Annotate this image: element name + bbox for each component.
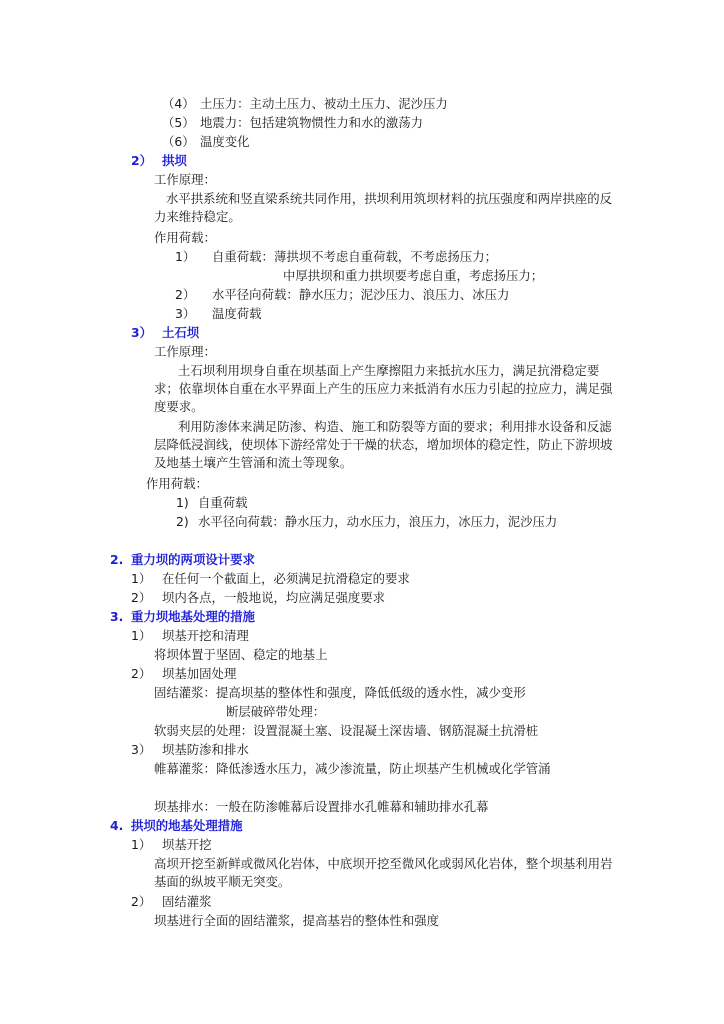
load-item-4-text: 土压力：主动土压力、被动土压力、泥沙压力 — [200, 96, 448, 111]
earth-principle-label: 工作原理： — [154, 344, 216, 359]
sec3-item-3-text: 坝基防渗和排水 — [162, 742, 249, 757]
load-item-6-num: （6） — [162, 134, 195, 149]
sec3-item-3-num: 3） — [131, 742, 152, 757]
sec2-item-2-text: 坝内各点，一般地说，均应满足强度要求 — [162, 590, 386, 605]
arch-principle-text: 水平拱系统和竖直梁系统共同作用，拱坝利用筑坝材料的抗压强度和两岸拱座的反力来维持稳定。 — [154, 191, 613, 224]
earth-heading-title: 土石坝 — [162, 325, 200, 340]
earth-principle-para-1: 土石坝利用坝身自重在坝基面上产生摩擦阻力来抵抗水压力，满足抗滑稳定要求；依靠坝体自重在水平界面上产生的压应力来抵消有水压力引起的拉应力，满足强度要求。 — [154, 363, 613, 414]
section-3-title: 重力坝地基处理的措施 — [131, 609, 255, 624]
load-item-4-num: （4） — [162, 96, 195, 111]
earth-loads-label: 作用荷载： — [146, 476, 208, 491]
arch-load-1-text: 自重荷载：薄拱坝不考虑自重荷载，不考虑扬压力； — [212, 249, 497, 264]
sec4-item-1-num: 1） — [131, 837, 152, 852]
arch-load-1-cont: 中厚拱坝和重力拱坝要考虑自重，考虑扬压力； — [283, 268, 544, 283]
sec4-item-1-text: 坝基开挖 — [162, 837, 212, 852]
section-4-title: 拱坝的地基处理措施 — [131, 818, 243, 833]
sec3-item-2-num: 2） — [131, 666, 152, 681]
earth-load-1-text: 自重荷载 — [198, 495, 248, 510]
load-item-6-text: 温度变化 — [200, 134, 250, 149]
sec3-item-1-num: 1） — [131, 628, 152, 643]
sec2-item-1-num: 1） — [131, 571, 152, 586]
sec3-item-1-text: 坝基开挖和清理 — [162, 628, 249, 643]
sec3-weak-layer: 软弱夹层的处理：设置混凝土塞、设混凝土深齿墙、钢筋混凝土抗滑桩 — [154, 723, 539, 738]
arch-load-3-text: 温度荷载 — [212, 306, 262, 321]
load-item-5-text: 地震力：包括建筑物惯性力和水的激荡力 — [200, 115, 424, 130]
sec4-item-1-detail: 高坝开挖至新鲜或微风化岩体，中底坝开挖至微风化或弱风化岩体，整个坝基利用岩基面的纵坡平顺无突变。 — [154, 856, 613, 889]
sec3-foundation-drainage: 坝基排水：一般在防渗帷幕后设置排水孔帷幕和辅助排水孔幕 — [154, 799, 489, 814]
section-2-title: 重力坝的两项设计要求 — [131, 552, 255, 567]
earth-load-2-text: 水平径向荷载：静水压力，动水压力，浪压力，冰压力，泥沙压力 — [198, 514, 558, 529]
earth-heading-num: 3） — [131, 325, 153, 340]
arch-load-1-num: 1） — [175, 249, 196, 264]
arch-principle-label: 工作原理： — [154, 172, 216, 187]
arch-heading-title: 拱坝 — [162, 153, 187, 168]
earth-load-1-num: 1) — [176, 495, 189, 510]
arch-load-2-text: 水平径向荷载：静水压力；泥沙压力、浪压力、冰压力 — [212, 287, 510, 302]
sec3-fault-treatment: 断层破碎带处理： — [226, 704, 326, 719]
sec2-item-1-text: 在任何一个截面上，必须满足抗滑稳定的要求 — [162, 571, 410, 586]
sec3-grouting: 固结灌浆：提高坝基的整体性和强度，降低低级的透水性，减少变形 — [154, 685, 526, 700]
sec4-item-2-detail: 坝基进行全面的固结灌浆，提高基岩的整体性和强度 — [154, 913, 439, 928]
earth-principle-para-2: 利用防渗体来满足防渗、构造、施工和防裂等方面的要求；利用排水设备和反滤层降低浸润线，使坝体下游经常处于干燥的状态，增加坝体的稳定性，防止下游坝坡及地基土壤产生管涌和流土等现象。 — [154, 419, 613, 470]
arch-load-3-num: 3） — [175, 306, 196, 321]
sec4-item-2-num: 2） — [131, 894, 152, 909]
section-4-num: 4. — [110, 818, 124, 833]
arch-loads-label: 作用荷载： — [154, 230, 216, 245]
sec3-item-1-detail: 将坝体置于坚固、稳定的地基上 — [154, 647, 328, 662]
section-2-num: 2. — [110, 552, 124, 567]
section-3-num: 3. — [110, 609, 124, 624]
sec2-item-2-num: 2） — [131, 590, 152, 605]
sec3-curtain-grouting: 帷幕灌浆：降低渗透水压力，减少渗流量，防止坝基产生机械或化学管涌 — [154, 761, 551, 776]
sec3-item-2-text: 坝基加固处理 — [162, 666, 237, 681]
load-item-5-num: （5） — [162, 115, 195, 130]
arch-load-2-num: 2） — [175, 287, 196, 302]
earth-load-2-num: 2) — [176, 514, 189, 529]
arch-heading-num: 2） — [131, 153, 153, 168]
sec4-item-2-text: 固结灌浆 — [162, 894, 212, 909]
